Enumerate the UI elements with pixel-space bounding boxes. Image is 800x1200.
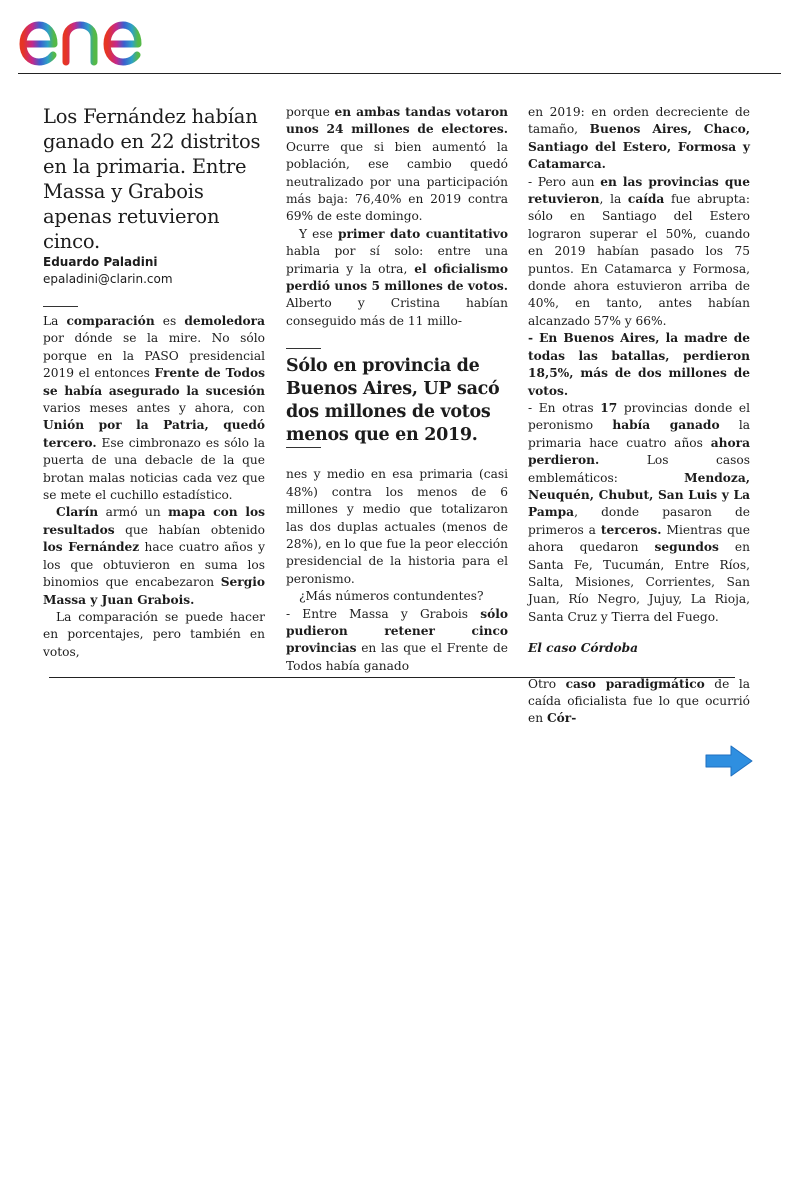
paragraph xyxy=(528,330,750,400)
paragraph xyxy=(528,174,750,331)
section-subhead: El caso Córdoba xyxy=(528,641,639,656)
short-divider xyxy=(286,348,321,349)
logo-text: enel xyxy=(18,4,21,5)
paragraph xyxy=(528,676,750,728)
text-run: provincias donde el peronismo xyxy=(528,400,750,433)
paragraph xyxy=(286,226,508,330)
article-column-1 xyxy=(43,104,265,661)
text-run: La xyxy=(43,314,67,328)
paragraph xyxy=(528,104,750,174)
bold-text-run: comparación xyxy=(66,314,155,328)
bold-text-run: segundos xyxy=(654,540,719,555)
enel-logo xyxy=(18,4,180,66)
text-run: porque xyxy=(286,105,335,119)
paragraph xyxy=(43,504,265,608)
bold-text-run: Sergio Massa y Juan Grabois. xyxy=(43,575,265,607)
paragraph xyxy=(286,606,508,676)
bold-text-run: demoledora xyxy=(184,314,265,328)
text-run: en Santa Fe, Tucumán, Entre Ríos, Salta, Misiones, Corrientes, San Juan, Río Negro, Jujuy, La Rioja, Santa Cruz y Tierra del Fuego. xyxy=(528,540,750,624)
bold-text-run: - En Buenos Aires, la madre de todas las batallas, perdieron 18,5%, más de dos millones de votos. xyxy=(528,331,750,398)
text-run: de la caída oficialista fue lo que ocurrió en xyxy=(528,676,750,726)
text-run: en las que el Frente de Todos había ganado xyxy=(286,641,508,673)
arrow-right-icon[interactable] xyxy=(703,743,755,779)
text-run: que habían obtenido xyxy=(114,522,265,537)
text-run: - Pero aun xyxy=(528,174,601,189)
bold-text-run: Cór- xyxy=(546,711,577,726)
bold-text-run: Mendoza, Neuquén, Chubut, San Luis y La Pampa xyxy=(528,470,750,520)
short-divider xyxy=(43,306,78,307)
text-run: fue abrupta: sólo en Santiago del Estero lograron superar el 50%, cuando en 2019 habían pasado los 75 puntos. En Catamarca y Formosa, donde ahora estuvieron arriba de 40%, en tanto, antes habían alcanzado 57% y 66%. xyxy=(528,192,750,328)
bold-text-run: caída xyxy=(627,192,665,207)
text-run: Mientras que ahora quedaron xyxy=(528,522,751,555)
text-run: , la xyxy=(599,192,628,207)
text-run: armó un xyxy=(98,505,169,520)
text-run: Otro xyxy=(528,676,566,691)
text-run: por dónde se la mire. No sólo porque en la PASO presidencial 2019 el entonces xyxy=(43,331,265,381)
text-run: La comparación se puede hacer en porcentajes, pero también en votos, xyxy=(43,609,265,659)
bold-text-run: Unión por la Patria, quedó tercero. xyxy=(43,418,265,450)
bold-text-run: Clarín xyxy=(56,505,99,520)
bold-text-run: había ganado xyxy=(612,418,720,433)
text-run: - En otras xyxy=(528,400,601,415)
byline xyxy=(43,254,265,288)
bold-text-run: mapa con los resultados xyxy=(43,505,265,537)
article-lead: Los Fernández habían ganado en 22 distritos en la primaria. Entre Massa y Grabois apenas retuvieron cinco. xyxy=(43,105,261,253)
text-run: nes y medio en esa primaria (casi 48%) contra los menos de 6 millones y medio que totalizaron las dos duplas actuales (menos de 28%), en lo que fue la peor elección presidencial de la historia para el peronismo. xyxy=(286,467,508,586)
paragraph xyxy=(528,400,750,626)
paragraph xyxy=(43,609,265,661)
text-run: en 2019: en orden decreciente de tamaño, xyxy=(528,105,750,137)
bold-text-run: en las provincias que retuvieron xyxy=(528,174,750,207)
author-email[interactable]: epaladini@clarin.com xyxy=(43,272,173,286)
bold-text-run: primer dato cuantitativo xyxy=(337,226,508,241)
bold-text-run: el oficialismo perdió unos 5 millones de votos. xyxy=(286,261,508,294)
text-run: ¿Más números contundentes? xyxy=(299,589,484,604)
article-column-2 xyxy=(286,104,508,675)
bold-text-run: ahora perdieron. xyxy=(528,435,750,468)
article-column-3 xyxy=(528,104,750,728)
text-run: - Entre Massa y Grabois xyxy=(286,606,481,621)
paragraph xyxy=(286,588,508,605)
text-run: Alberto y Cristina habían conseguido más de 11 millo- xyxy=(286,296,508,328)
author-name: Eduardo Paladini xyxy=(43,255,158,269)
short-divider xyxy=(286,447,321,448)
bold-text-run: en ambas tandas votaron unos 24 millones de electores. xyxy=(286,105,508,137)
text-run: la primaria hace cuatro años xyxy=(528,418,750,450)
bold-text-run: 17 xyxy=(600,400,618,415)
bold-text-run: Buenos Aires, Chaco, Santiago del Estero, Formosa y Catamarca. xyxy=(528,122,750,172)
paragraph xyxy=(43,313,265,504)
text-run: es xyxy=(154,314,185,328)
text-run: Los casos emblemáticos: xyxy=(528,453,750,485)
bold-text-run: Frente de Todos se había asegurado la sucesión xyxy=(43,366,265,398)
pull-quote: Sólo en provincia de Buenos Aires, UP sacó dos millones de votos menos que en 2019. xyxy=(286,356,500,446)
text-run: hace cuatro años y los que obtuvieron en suma los binomios que encabezaron xyxy=(43,540,266,590)
bold-text-run: los Fernández xyxy=(43,540,140,555)
text-run: , donde pasaron de primeros a xyxy=(528,505,750,537)
text-run: habla por sí solo: entre una primaria y la otra, xyxy=(286,244,508,276)
bold-text-run: sólo pudieron retener cinco provincias xyxy=(286,606,508,656)
text-run: varios meses antes y ahora, con xyxy=(43,401,265,416)
paragraph xyxy=(286,466,508,588)
text-run: Y ese xyxy=(299,226,338,241)
paragraph xyxy=(286,104,508,226)
bold-text-run: terceros. xyxy=(600,522,662,537)
top-rule xyxy=(18,73,781,74)
bold-text-run: caso paradigmático xyxy=(565,676,705,691)
text-run: Ese cimbronazo es sólo la puerta de una debacle de la que brotan malas noticias cada vez que se mete el cuchillo estadístico. xyxy=(43,435,265,503)
text-run: Ocurre que si bien aumentó la población, ese cambio quedó neutralizado por una participación más baja: 76,40% en 2019 contra 69% de este domingo. xyxy=(286,139,508,224)
bottom-rule xyxy=(49,677,735,678)
